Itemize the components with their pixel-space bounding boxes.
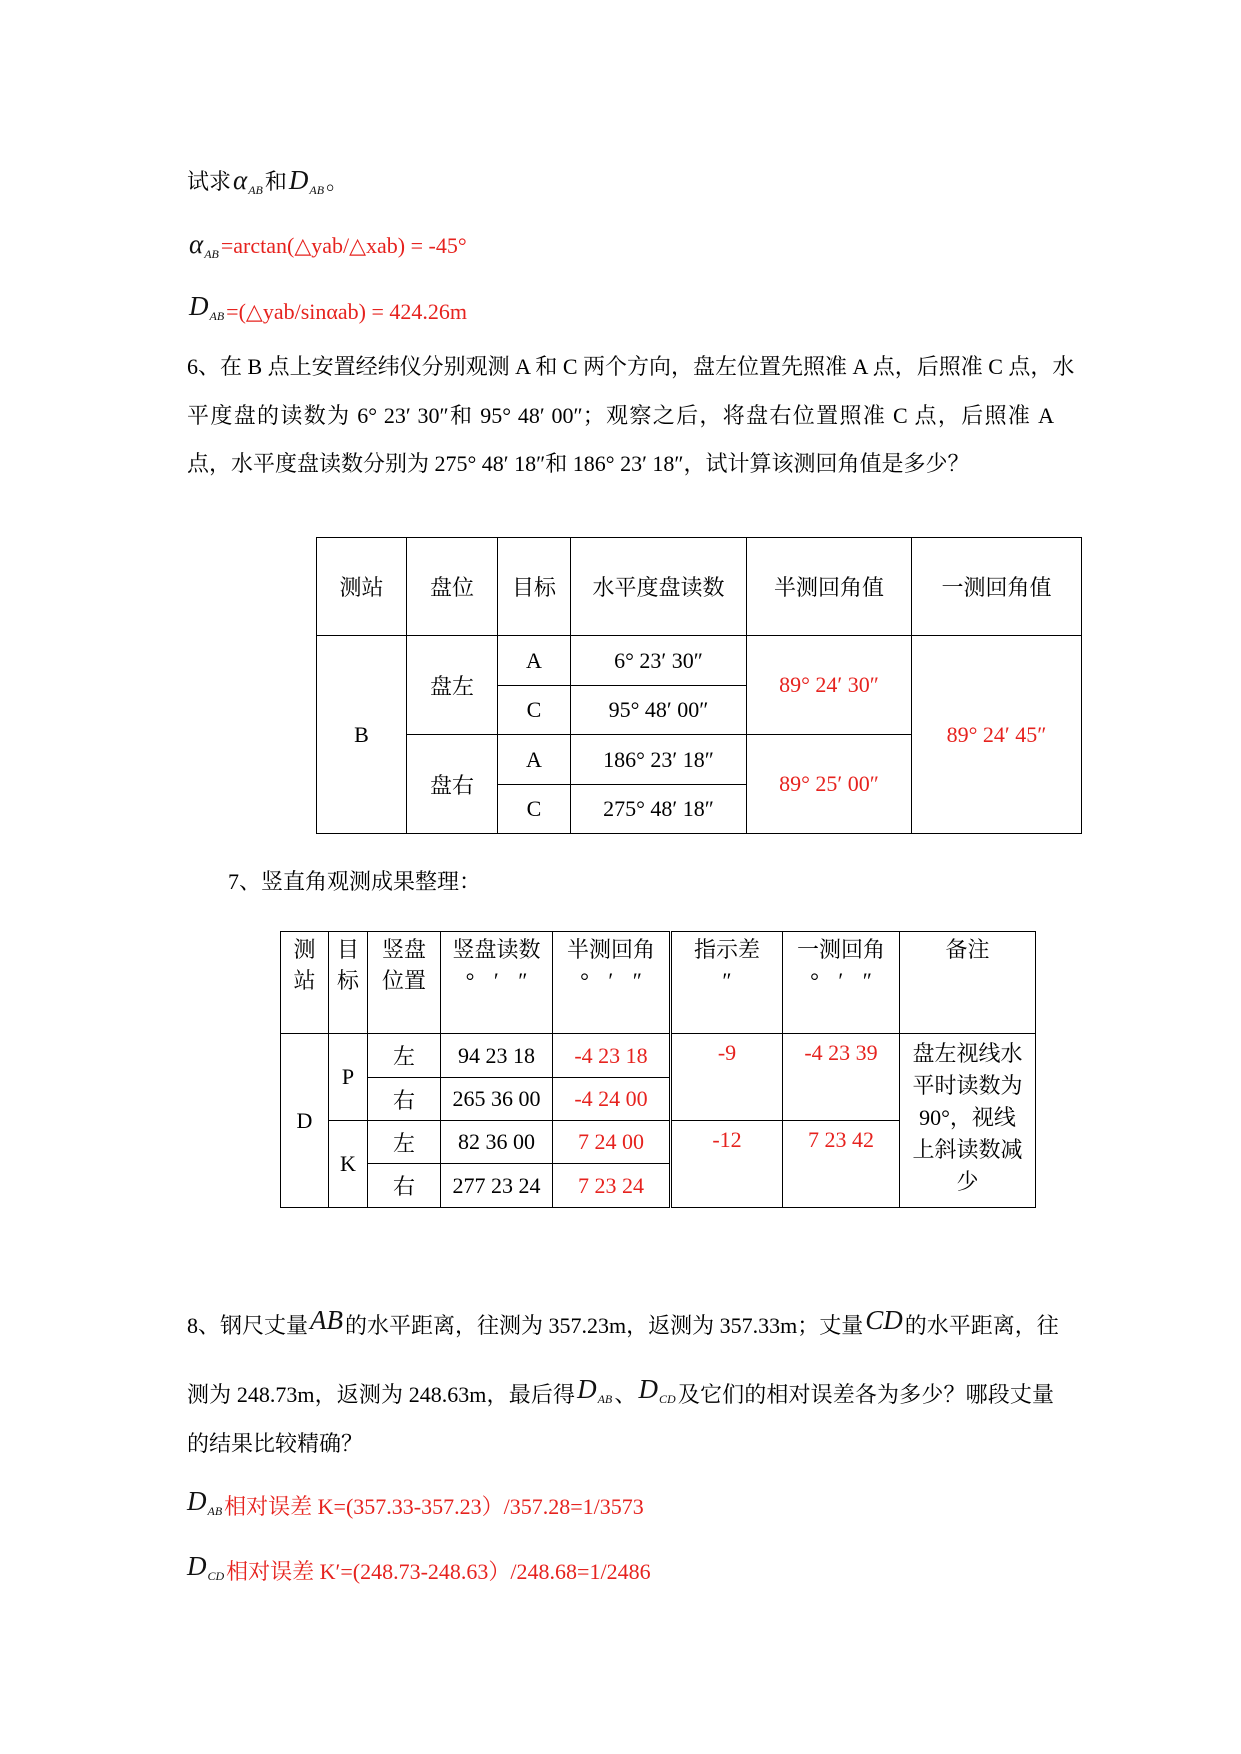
- answer-alpha-line: [187, 228, 467, 260]
- half-round-cell: -4 23 18: [553, 1034, 671, 1078]
- alpha-glyph: α: [233, 165, 248, 195]
- d-glyph: D: [189, 291, 209, 321]
- alpha-ab-symbol: [189, 228, 219, 265]
- d-glyph: D: [288, 165, 309, 195]
- horizontal-angle-table: [316, 537, 1082, 834]
- face-cell: 右: [368, 1078, 441, 1121]
- header-line: 备注: [945, 937, 990, 962]
- target-cell: C: [498, 785, 571, 834]
- half-round-cell: -4 24 00: [553, 1078, 671, 1121]
- question-6-line-1: 6、在 B 点上安置经纬仪分别观测 A 和 C 两个方向，盘左位置先照准 A 点，后照准 C 点，水: [187, 354, 1075, 379]
- reading-cell: 186° 23′ 18″: [571, 735, 747, 785]
- d-subscript: AB: [209, 309, 225, 323]
- header-line: 竖盘读数: [452, 937, 541, 962]
- header-face: 盘位: [407, 538, 498, 636]
- q8-text: 测为 248.73m，返测为 248.63m，最后得: [187, 1382, 576, 1407]
- answer-distance-line: [187, 291, 468, 326]
- full-round-cell: 89° 24′ 45″: [912, 636, 1082, 834]
- d-subscript: AB: [309, 183, 325, 197]
- header-face-position: [368, 932, 441, 1034]
- header-horizontal-reading: 水平度盘读数: [571, 538, 747, 636]
- remark-line: 少: [956, 1169, 979, 1194]
- index-error-cell: -12: [671, 1121, 783, 1208]
- d-subscript: CD: [207, 1569, 225, 1583]
- face-right-cell: 盘右: [407, 735, 498, 834]
- header-line: 半测回角: [566, 937, 655, 962]
- question-8-line-1: [187, 1305, 1059, 1340]
- header-unit-line: ″: [722, 968, 732, 993]
- ab-symbol: AB: [310, 1305, 344, 1335]
- prompt-text: 试求: [187, 169, 232, 194]
- face-cell: 左: [368, 1034, 441, 1078]
- target-cell: P: [329, 1034, 368, 1121]
- reading-cell: 277 23 24: [441, 1164, 553, 1208]
- remark-line: 90°，视线: [919, 1105, 1016, 1130]
- header-line: 竖盘: [381, 937, 426, 962]
- d-glyph: D: [187, 1551, 207, 1581]
- d-subscript: AB: [207, 1504, 223, 1518]
- station-cell: B: [317, 636, 407, 834]
- cd-symbol: CD: [865, 1305, 903, 1335]
- target-cell: K: [329, 1121, 368, 1208]
- table-header-row: [281, 932, 1036, 1034]
- header-line: 位置: [381, 968, 426, 993]
- reading-cell: 6° 23′ 30″: [571, 636, 747, 686]
- target-cell: A: [498, 636, 571, 686]
- answer-cd-error-line: [187, 1551, 651, 1586]
- d-glyph: D: [577, 1374, 597, 1404]
- header-station: 测站: [317, 538, 407, 636]
- reading-cell: 265 36 00: [441, 1078, 553, 1121]
- full-round-cell: 7 23 42: [783, 1121, 900, 1208]
- q8-separator: 、: [614, 1382, 637, 1407]
- header-full-round-angle: 一测回角值: [912, 538, 1082, 636]
- reading-cell: 82 36 00: [441, 1121, 553, 1164]
- d-cd-symbol: [639, 1373, 676, 1410]
- q8-text: 8、钢尺丈量: [187, 1313, 309, 1338]
- remark-cell: [900, 1034, 1036, 1208]
- header-half-round-angle: [553, 932, 671, 1034]
- reading-cell: 94 23 18: [441, 1034, 553, 1078]
- half-round-right-cell: 89° 25′ 00″: [747, 735, 912, 834]
- question-5-prompt: [187, 164, 348, 196]
- remark-line: 平时读数为: [912, 1073, 1023, 1098]
- reading-cell: 95° 48′ 00″: [571, 686, 747, 735]
- table-header-row: [317, 538, 1082, 636]
- header-line: 目: [336, 937, 359, 962]
- header-line: 站: [293, 968, 316, 993]
- vertical-angle-table: [280, 931, 1036, 1208]
- header-line: 指示差: [693, 937, 760, 962]
- reading-cell: 275° 48′ 18″: [571, 785, 747, 834]
- remark-line: 上斜读数减: [912, 1137, 1023, 1162]
- face-left-cell: 盘左: [407, 636, 498, 735]
- d-subscript: AB: [597, 1392, 613, 1406]
- question-6-line-2: 平度盘的读数为 6° 23′ 30″和 95° 48′ 00″；观察之后，将盘右位置照准 C 点，后照准 A: [187, 403, 1054, 428]
- target-cell: C: [498, 686, 571, 735]
- d-ab-symbol: [289, 164, 324, 201]
- index-error-cell: -9: [671, 1034, 783, 1121]
- d-ab-symbol: [189, 290, 224, 327]
- station-cell: D: [281, 1034, 329, 1208]
- header-index-error: [671, 932, 783, 1034]
- header-line: 标: [336, 968, 359, 993]
- target-cell: A: [498, 735, 571, 785]
- q8-text: 的水平距离，往测为 357.23m，返测为 357.33m；丈量: [345, 1313, 864, 1338]
- half-round-cell: 7 23 24: [553, 1164, 671, 1208]
- full-round-cell: -4 23 39: [783, 1034, 900, 1121]
- answer-ab-error-text: 相对误差 K=(357.33-357.23）/357.28=1/3573: [224, 1494, 644, 1519]
- question-7-title: 7、竖直角观测成果整理：: [228, 869, 482, 894]
- question-8-line-2: [187, 1374, 1054, 1409]
- answer-alpha-text: =arctan(△yab/△xab) = -45°: [220, 233, 467, 258]
- answer-distance-text: =(△yab/sinαab) = 424.26m: [226, 299, 468, 324]
- header-target: [329, 932, 368, 1034]
- header-line: 测: [293, 937, 316, 962]
- header-half-round-angle: 半测回角值: [747, 538, 912, 636]
- d-ab-symbol: [577, 1373, 612, 1410]
- alpha-glyph: α: [189, 229, 204, 259]
- alpha-subscript: AB: [204, 247, 219, 261]
- header-full-round-angle: [783, 932, 900, 1034]
- face-cell: 右: [368, 1164, 441, 1208]
- header-vertical-reading: [441, 932, 553, 1034]
- alpha-ab-symbol: [233, 164, 263, 201]
- q8-text: 的水平距离，往: [904, 1313, 1059, 1338]
- header-line: 一测回角: [796, 937, 885, 962]
- header-unit-line: ° ′ ″: [465, 968, 528, 993]
- question-6-line-3: 点，水平度盘读数分别为 275° 48′ 18″和 186° 23′ 18″，试计算该测回角值是多少？: [187, 451, 970, 476]
- prompt-end: 。: [326, 169, 349, 194]
- question-8-line-3: 的结果比较精确？: [187, 1431, 364, 1456]
- q8-text: 及它们的相对误差各为多少？哪段丈量: [677, 1382, 1054, 1407]
- header-target: 目标: [498, 538, 571, 636]
- header-unit-line: ° ′ ″: [580, 968, 642, 993]
- header-station: [281, 932, 329, 1034]
- d-ab-symbol: [187, 1485, 222, 1522]
- d-subscript: CD: [659, 1392, 676, 1406]
- half-round-left-cell: 89° 24′ 30″: [747, 636, 912, 735]
- half-round-cell: 7 24 00: [553, 1121, 671, 1164]
- table-row: [317, 636, 1082, 686]
- table-row: [281, 1034, 1036, 1078]
- header-remark: [900, 932, 1036, 1034]
- prompt-and: 和: [264, 169, 287, 194]
- header-unit-line: ° ′ ″: [810, 968, 872, 993]
- answer-ab-error-line: [187, 1486, 644, 1521]
- face-cell: 左: [368, 1121, 441, 1164]
- alpha-subscript: AB: [248, 183, 263, 197]
- d-glyph: D: [638, 1374, 659, 1404]
- remark-line: 盘左视线水: [912, 1041, 1023, 1066]
- answer-cd-error-text: 相对误差 K′=(248.73-248.63）/248.68=1/2486: [226, 1559, 651, 1584]
- d-glyph: D: [187, 1486, 207, 1516]
- d-cd-symbol: [187, 1550, 224, 1587]
